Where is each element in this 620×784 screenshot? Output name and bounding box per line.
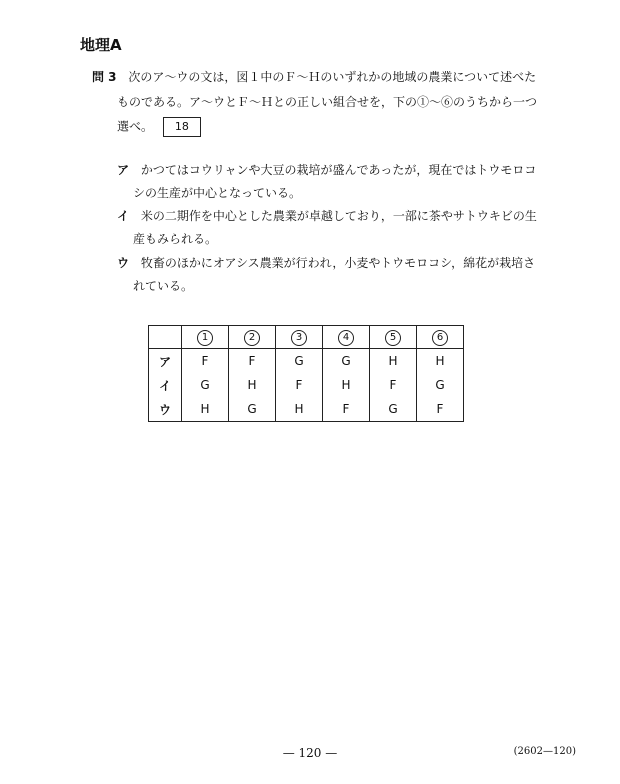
choice-a-label: ア <box>117 163 130 177</box>
table-cell: H <box>182 397 229 422</box>
choice-c-label: ウ <box>117 256 130 270</box>
table-cell: H <box>276 397 323 422</box>
choice-a-line-2: シの生産が中心となっている。 <box>133 186 302 200</box>
table-row <box>149 397 464 422</box>
table-corner-cell <box>149 326 182 349</box>
option-4-header[interactable] <box>323 326 370 349</box>
circled-number: 1 <box>197 330 213 346</box>
table-cell: H <box>323 373 370 397</box>
question-line-1 <box>92 68 536 86</box>
choice-a-text-1: かつてはコウリャンや大豆の栽培が盛んであったが，現在ではトウモロコ <box>140 163 537 177</box>
option-1-header[interactable] <box>182 326 229 349</box>
table-cell: G <box>182 373 229 397</box>
table-cell: F <box>182 349 229 374</box>
circled-number: 6 <box>432 330 448 346</box>
table-cell: F <box>276 373 323 397</box>
option-6-header[interactable] <box>417 326 464 349</box>
question-text-3: 選べ。 <box>117 119 154 134</box>
table-cell: F <box>323 397 370 422</box>
row-label: ウ <box>149 397 182 422</box>
row-label: イ <box>149 373 182 397</box>
table-cell: F <box>370 373 417 397</box>
choice-c-line-2: れている。 <box>133 279 194 293</box>
table-row <box>149 349 464 374</box>
choice-b-label: イ <box>117 209 130 223</box>
question-number: 問 3 <box>92 70 117 84</box>
circled-number: 3 <box>291 330 307 346</box>
choice-b-line-1 <box>117 207 537 225</box>
question-text-1: 次のア～ウの文は，図１中のＦ～Ｈのいずれかの地域の農業について述べた <box>128 70 537 84</box>
table-cell: H <box>370 349 417 374</box>
table-cell: G <box>276 349 323 374</box>
subject-title: 地理A <box>80 36 122 54</box>
choice-b-text-1: 米の二期作を中心とした農業が卓越しており，一部に茶やサトウキビの生 <box>140 209 537 223</box>
row-label: ア <box>149 349 182 374</box>
table-cell: G <box>323 349 370 374</box>
question-line-2: ものである。ア～ウとＦ～Ｈとの正しい組合せを，下の①～⑥のうちから一つ <box>117 95 538 109</box>
question-line-3 <box>117 117 201 137</box>
table-cell: F <box>417 397 464 422</box>
table-cell: G <box>417 373 464 397</box>
table-cell: H <box>417 349 464 374</box>
table-row <box>149 373 464 397</box>
choice-a-line-1 <box>117 161 536 179</box>
choice-c-line-1 <box>117 254 535 272</box>
table-cell: G <box>370 397 417 422</box>
document-code: (2602—120) <box>513 746 576 757</box>
option-2-header[interactable] <box>229 326 276 349</box>
table-cell: G <box>229 397 276 422</box>
choice-c-text-1: 牧畜のほかにオアシス農業が行われ，小麦やトウモロコシ，綿花が栽培さ <box>140 256 536 270</box>
page-number: — 120 — <box>282 746 338 760</box>
option-3-header[interactable] <box>276 326 323 349</box>
circled-number: 5 <box>385 330 401 346</box>
answer-box[interactable]: 18 <box>163 117 201 137</box>
table-cell: H <box>229 373 276 397</box>
options-table <box>148 325 464 422</box>
circled-number: 4 <box>338 330 354 346</box>
table-header-row <box>149 326 464 349</box>
circled-number: 2 <box>244 330 260 346</box>
option-5-header[interactable] <box>370 326 417 349</box>
table-cell: F <box>229 349 276 374</box>
choice-b-line-2: 産もみられる。 <box>133 232 218 246</box>
